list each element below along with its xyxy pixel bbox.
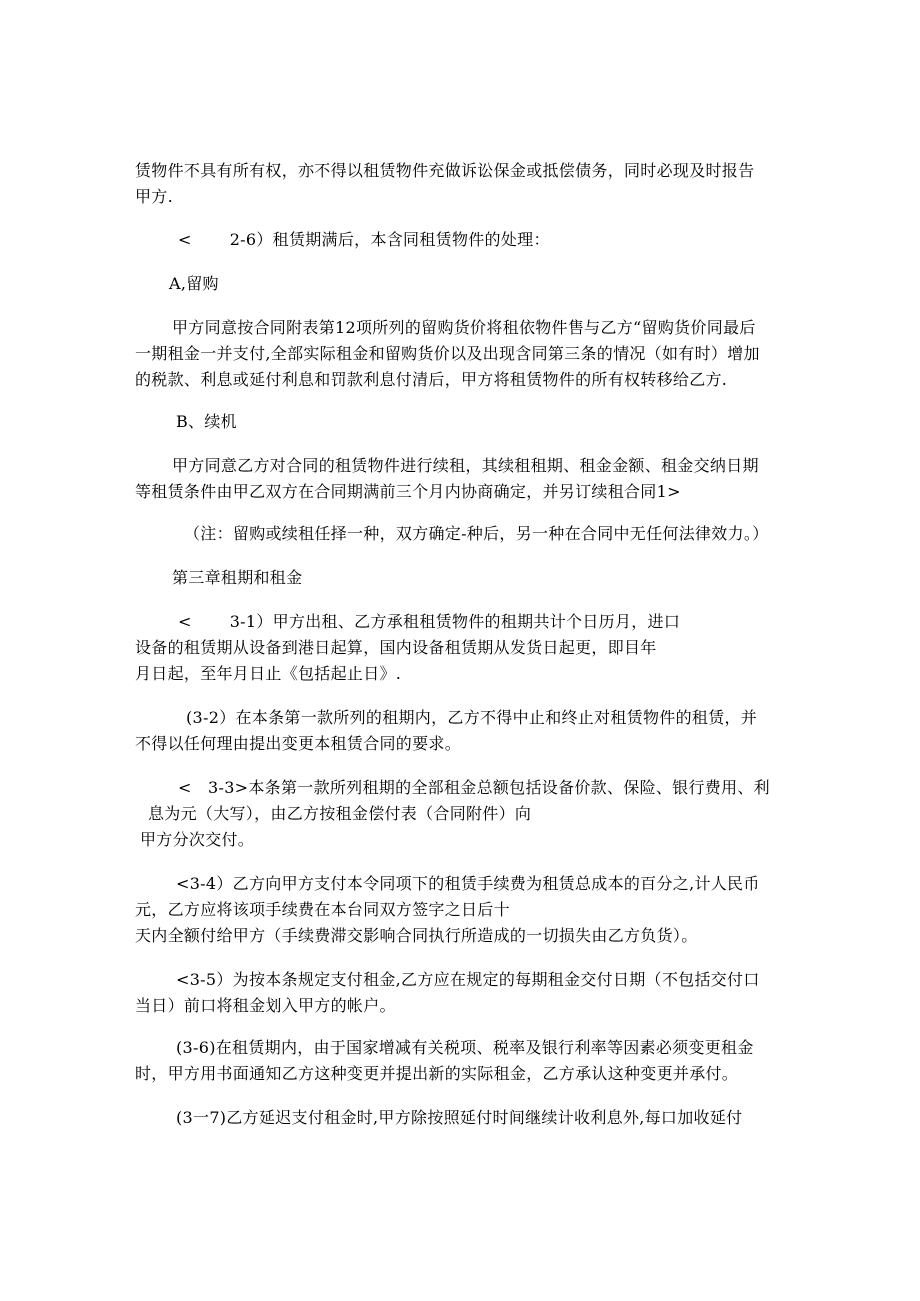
paragraph-2-5-line-1: 赁物件不具有所有权，亦不得以租赁物件充做诉讼保金或抵偿债务，同时必现及时报告 [135,161,755,180]
paragraph-2-5-line-2: 甲方. [135,187,173,206]
clause-3-2-line-2: 不得以任何理由提出变更本租赁合同的要求。 [135,734,462,753]
option-a-line-2: 一期租金一并支付,全部实际租金和留购货价以及出现含同第三条的情况（如有时）增加 [135,344,760,363]
clause-3-1-line-2: 设备的租赁期从设备到港日起算，国内设备租赁期从发货日起更，即目年 [135,638,657,657]
clause-3-1-line-1: < 3-1）甲方出租、乙方承租租赁物件的租期共计个日历月，进口 [178,612,681,631]
clause-3-7-line-1: (3一7)乙方延迟支付租金时,甲方除按照延付时间继续计收利息外,每口加收延付 [176,1108,743,1127]
clause-3-1-line-3: 月日起，至年月日止《包括起止日》. [135,664,402,683]
clause-3-6-line-2: 时，甲方用书面通知乙方这种变更并提出新的实际租金，乙方承认这种变更并承付。 [135,1064,739,1083]
clause-3-3-line-3: 甲方分次交付。 [140,830,255,849]
option-b-line-1: 甲方同意乙方对合同的租赁物件进行续租，其续租租期、租金金额、租金交纳日期 [172,456,759,475]
clause-2-6-heading: < 2-6）租赁期满后，本含同租赁物件的处理： [178,230,550,249]
option-b-heading: B、续机 [176,412,237,431]
clause-3-4-line-3: 天内全额付给甲方（手续费滞交影响合同执行所造成的一切损失由乙方负货）。 [135,926,698,945]
clause-3-4-line-1: <3-4）乙方向甲方支付本令同项下的租赁手续费为租赁总成本的百分之,计人民币 [176,874,760,893]
clause-3-3-line-2: 息为元（大写），由乙方按租金偿付表（合同附件）向 [148,804,532,823]
option-b-line-2: 等租赁条件由甲乙双方在合同期满前三个月内协商确定，并另订续租合同1> [135,482,681,501]
note-text: （注：留购或续租任择一种，双方确定-种后，另一种在合同中无任何法律效力。） [184,524,769,543]
option-a-line-1: 甲方同意按合同附表第12项所列的留购货价将租依物件售与乙方“留购货价同最后 [172,318,756,337]
option-a-line-3: 的税款、利息或延付利息和罚款利息付清后，甲方将租赁物件的所有权转移给乙方. [135,370,728,389]
option-a-heading: A,留购 [169,274,219,293]
clause-3-5-line-2: 当日）前口将租金划入甲方的帐户。 [135,996,396,1015]
clause-3-5-line-1: <3-5）为按本条规定支付租金,乙方应在规定的每期租金交付日期（不包括交付口 [176,970,760,989]
clause-3-2-line-1: (3-2）在本条第一款所列的租期内，乙方不得中止和终止对租赁物件的租赁，并 [186,708,758,727]
clause-3-3-line-1: < 3-3>本条第一款所列租期的全部租金总额包括设备价款、保险、银行费用、利 [178,778,770,797]
clause-3-6-line-1: (3-6)在租赁期内，由于国家增减有关税项、税率及银行利率等因素必须变更租金 [176,1038,754,1057]
clause-3-4-line-2: 元，乙方应将该项手续费在本台同双方签字之日后十 [135,900,510,919]
chapter-three-title: 第三章租期和租金 [172,568,303,587]
